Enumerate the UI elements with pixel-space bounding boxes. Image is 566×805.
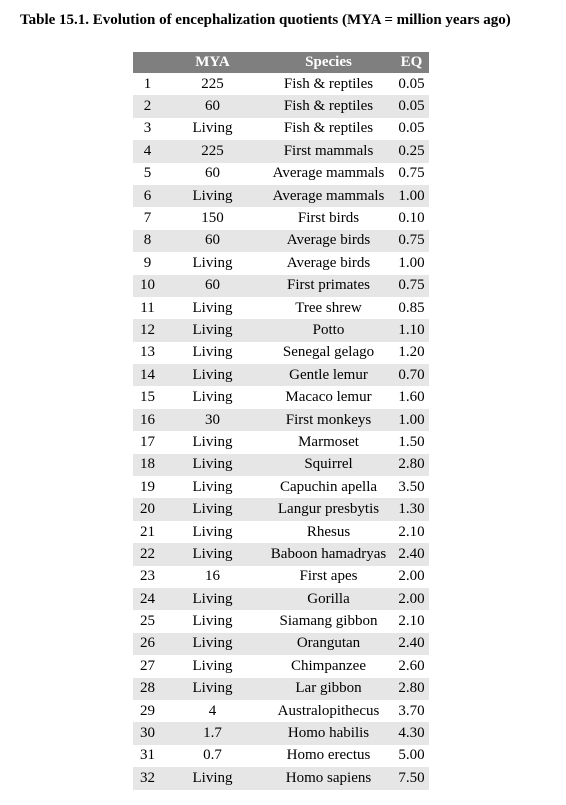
table-row xyxy=(133,543,429,565)
row-index: 32 xyxy=(133,767,162,789)
table-row xyxy=(133,633,429,655)
row-species: Siamang gibbon xyxy=(279,613,378,630)
row-mya: 225 xyxy=(162,140,263,162)
row-species: Homo sapiens xyxy=(263,767,394,789)
row-mya: 150 xyxy=(201,210,224,227)
table-row xyxy=(133,476,429,498)
row-eq: 0.70 xyxy=(394,364,429,386)
row-mya: Living xyxy=(162,678,263,700)
row-mya: 16 xyxy=(205,568,220,585)
row-species: Capuchin apella xyxy=(279,478,378,495)
row-mya: Living xyxy=(192,299,233,316)
row-eq: 2.00 xyxy=(398,568,425,585)
header-species: Species xyxy=(263,52,394,73)
row-index: 5 xyxy=(143,165,152,182)
row-eq: 0.85 xyxy=(398,299,425,316)
row-index: 28 xyxy=(133,678,162,700)
table-row xyxy=(133,610,429,632)
row-species: Average birds xyxy=(286,254,371,271)
table-row xyxy=(133,767,429,789)
row-eq: 7.50 xyxy=(394,767,429,789)
table-row xyxy=(133,655,429,677)
table-row xyxy=(133,566,429,588)
table-row xyxy=(133,364,429,386)
table-row xyxy=(133,163,429,185)
row-index: 7 xyxy=(143,210,152,227)
row-index: 24 xyxy=(133,588,162,610)
table-row xyxy=(133,722,429,744)
row-species: First primates xyxy=(263,275,394,297)
table-row xyxy=(133,319,429,341)
row-index: 17 xyxy=(140,433,155,450)
table-row xyxy=(133,118,429,140)
row-species: First apes xyxy=(299,568,358,585)
row-eq: 1.00 xyxy=(398,254,425,271)
row-eq: 0.10 xyxy=(398,210,425,227)
row-index: 9 xyxy=(143,254,152,271)
row-mya: Living xyxy=(192,254,233,271)
row-index: 22 xyxy=(133,543,162,565)
row-species: Baboon hamadryas xyxy=(263,543,394,565)
row-species: Tree shrew xyxy=(295,299,362,316)
row-eq: 2.80 xyxy=(394,678,429,700)
eq-table xyxy=(133,52,429,790)
table-row xyxy=(133,386,429,408)
row-eq: 0.25 xyxy=(394,140,429,162)
row-mya: 30 xyxy=(162,409,263,431)
table-row xyxy=(133,140,429,162)
row-species: Orangutan xyxy=(263,633,394,655)
row-eq: 2.60 xyxy=(398,657,425,674)
row-eq: 0.05 xyxy=(394,95,429,117)
row-species: Average mammals xyxy=(272,165,385,182)
row-mya: Living xyxy=(192,523,233,540)
row-eq: 0.75 xyxy=(394,230,429,252)
row-species: Squirrel xyxy=(263,454,394,476)
row-eq: 2.10 xyxy=(398,613,425,630)
table-row xyxy=(133,297,429,319)
row-eq: 2.40 xyxy=(394,543,429,565)
row-eq: 4.30 xyxy=(394,722,429,744)
row-index: 25 xyxy=(140,613,155,630)
header-mya: MYA xyxy=(162,52,263,73)
table-row xyxy=(133,700,429,722)
row-index: 11 xyxy=(140,299,155,316)
row-species: Australopithecus xyxy=(277,702,380,719)
row-species: Fish & reptiles xyxy=(283,75,374,92)
row-eq: 1.00 xyxy=(394,185,429,207)
row-mya: 4 xyxy=(208,702,217,719)
row-eq: 0.75 xyxy=(398,165,425,182)
row-species: Chimpanzee xyxy=(291,657,366,674)
row-eq: 3.70 xyxy=(398,702,425,719)
row-species: Macaco lemur xyxy=(285,389,372,406)
row-eq: 0.05 xyxy=(398,75,425,92)
row-mya: 225 xyxy=(201,75,224,92)
row-species: First monkeys xyxy=(263,409,394,431)
row-species: Gorilla xyxy=(263,588,394,610)
table-row xyxy=(133,207,429,229)
row-mya: Living xyxy=(162,633,263,655)
table-row xyxy=(133,454,429,476)
row-species: Lar gibbon xyxy=(263,678,394,700)
row-index: 12 xyxy=(133,319,162,341)
row-eq: 1.10 xyxy=(394,319,429,341)
row-species: Rhesus xyxy=(306,523,351,540)
table-row xyxy=(133,230,429,252)
row-index: 1 xyxy=(143,75,152,92)
row-mya: 60 xyxy=(162,275,263,297)
row-species: First mammals xyxy=(263,140,394,162)
row-index: 18 xyxy=(133,454,162,476)
row-index: 6 xyxy=(133,185,162,207)
row-eq: 5.00 xyxy=(398,747,425,764)
table-row xyxy=(133,678,429,700)
row-species: Average mammals xyxy=(263,185,394,207)
row-species: Average birds xyxy=(263,230,394,252)
row-mya: 60 xyxy=(162,95,263,117)
row-mya: Living xyxy=(162,319,263,341)
row-mya: Living xyxy=(162,767,263,789)
row-index: 3 xyxy=(143,120,152,137)
row-eq: 1.30 xyxy=(394,498,429,520)
row-index: 20 xyxy=(133,498,162,520)
row-mya: Living xyxy=(192,389,233,406)
row-index: 14 xyxy=(133,364,162,386)
row-species: Langur presbytis xyxy=(263,498,394,520)
table-row xyxy=(133,745,429,767)
row-mya: 60 xyxy=(162,230,263,252)
row-index: 31 xyxy=(140,747,155,764)
table-row xyxy=(133,342,429,364)
table-row xyxy=(133,498,429,520)
row-index: 15 xyxy=(140,389,155,406)
row-eq: 1.00 xyxy=(394,409,429,431)
row-mya: 60 xyxy=(205,165,220,182)
row-eq: 2.80 xyxy=(394,454,429,476)
row-mya: Living xyxy=(162,588,263,610)
row-species: Fish & reptiles xyxy=(263,95,394,117)
row-mya: Living xyxy=(192,433,233,450)
row-index: 4 xyxy=(133,140,162,162)
row-index: 13 xyxy=(140,344,155,361)
row-index: 8 xyxy=(133,230,162,252)
table-row xyxy=(133,409,429,431)
row-index: 2 xyxy=(133,95,162,117)
row-mya: Living xyxy=(192,657,233,674)
table-body xyxy=(133,73,429,790)
row-mya: Living xyxy=(192,344,233,361)
header-row xyxy=(133,52,429,73)
row-eq: 1.50 xyxy=(398,433,425,450)
row-eq: 1.20 xyxy=(398,344,425,361)
row-index: 10 xyxy=(133,275,162,297)
row-mya: Living xyxy=(162,185,263,207)
row-mya: 0.7 xyxy=(203,747,222,764)
row-eq: 0.75 xyxy=(394,275,429,297)
table-row xyxy=(133,588,429,610)
row-mya: Living xyxy=(192,613,233,630)
row-eq: 3.50 xyxy=(398,478,425,495)
row-eq: 1.60 xyxy=(398,389,425,406)
row-index: 23 xyxy=(140,568,155,585)
row-eq: 2.00 xyxy=(394,588,429,610)
row-eq: 2.40 xyxy=(394,633,429,655)
row-mya: Living xyxy=(162,498,263,520)
row-mya: Living xyxy=(162,543,263,565)
row-species: First birds xyxy=(297,210,360,227)
row-species: Fish & reptiles xyxy=(283,120,374,137)
row-species: Marmoset xyxy=(298,433,359,450)
row-mya: Living xyxy=(192,478,233,495)
row-index: 30 xyxy=(133,722,162,744)
row-mya: 1.7 xyxy=(162,722,263,744)
row-species: Homo erectus xyxy=(286,747,371,764)
row-index: 16 xyxy=(133,409,162,431)
row-mya: Living xyxy=(162,454,263,476)
row-index: 21 xyxy=(140,523,155,540)
table-row xyxy=(133,73,429,95)
row-eq: 2.10 xyxy=(398,523,425,540)
header-eq: EQ xyxy=(394,52,429,73)
row-mya: Living xyxy=(162,364,263,386)
row-index: 19 xyxy=(140,478,155,495)
row-mya: Living xyxy=(192,120,233,137)
row-eq: 0.05 xyxy=(398,120,425,137)
table-row xyxy=(133,431,429,453)
row-species: Senegal gelago xyxy=(282,344,375,361)
header-index xyxy=(133,52,162,73)
row-species: Potto xyxy=(263,319,394,341)
table-row xyxy=(133,185,429,207)
table-row xyxy=(133,521,429,543)
table-caption: Table 15.1. Evolution of encephalization quotients (MYA = million years ago) xyxy=(20,12,511,28)
row-index: 29 xyxy=(140,702,155,719)
row-index: 26 xyxy=(133,633,162,655)
row-index: 27 xyxy=(140,657,155,674)
table-row xyxy=(133,95,429,117)
table-header xyxy=(133,52,429,73)
row-species: Homo habilis xyxy=(263,722,394,744)
table-row xyxy=(133,275,429,297)
table-row xyxy=(133,252,429,274)
row-species: Gentle lemur xyxy=(263,364,394,386)
